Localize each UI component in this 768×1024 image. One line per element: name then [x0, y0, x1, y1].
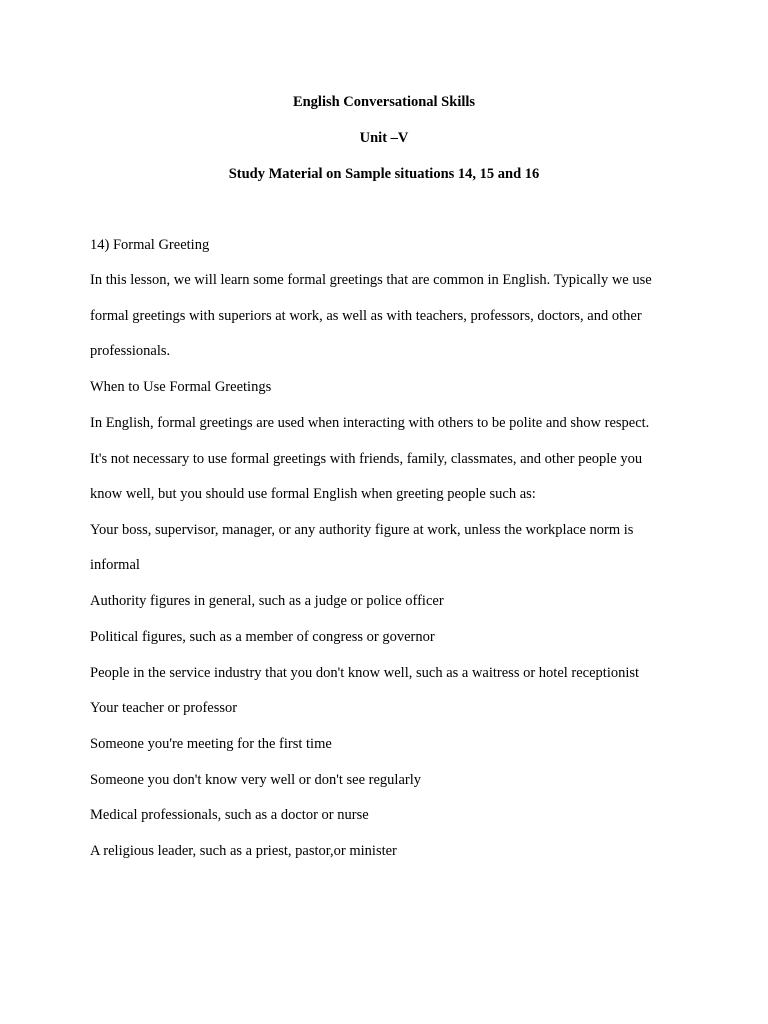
unit-heading: Unit –V	[359, 130, 409, 146]
document-title: English Conversational Skills	[292, 94, 476, 110]
list-item: Political figures, such as a member of congress or governor	[90, 629, 435, 645]
list-item: Your teacher or professor	[90, 700, 238, 716]
list-item: Medical professionals, such as a doctor or nurse	[90, 807, 369, 823]
list-item: People in the service industry that you don't know well, such as a waitress or hotel receptionist	[90, 665, 640, 681]
paragraph-line: It's not necessary to use formal greetings with friends, family, classmates, and other people you	[90, 451, 643, 467]
list-item-continuation: informal	[90, 557, 140, 573]
paragraph-line: know well, but you should use formal English when greeting people such as:	[90, 486, 536, 502]
list-item: A religious leader, such as a priest, pastor,or minister	[90, 843, 397, 859]
list-item: Someone you don't know very well or don't see regularly	[90, 772, 422, 788]
section-heading: 14) Formal Greeting	[90, 237, 210, 253]
list-item: Your boss, supervisor, manager, or any authority figure at work, unless the workplace norm is	[90, 522, 634, 538]
list-item: Someone you're meeting for the first time	[90, 736, 332, 752]
paragraph-line: In this lesson, we will learn some formal greetings that are common in English. Typically we use	[90, 272, 652, 288]
document-subtitle: Study Material on Sample situations 14, 15 and 16	[228, 166, 540, 182]
paragraph-line: In English, formal greetings are used when interacting with others to be polite and show respect.	[90, 415, 650, 431]
list-item: Authority figures in general, such as a judge or police officer	[90, 593, 444, 609]
paragraph-line: formal greetings with superiors at work, as well as with teachers, professors, doctors, and other	[90, 308, 642, 324]
subsection-heading: When to Use Formal Greetings	[90, 379, 272, 395]
paragraph-line: professionals.	[90, 343, 171, 359]
